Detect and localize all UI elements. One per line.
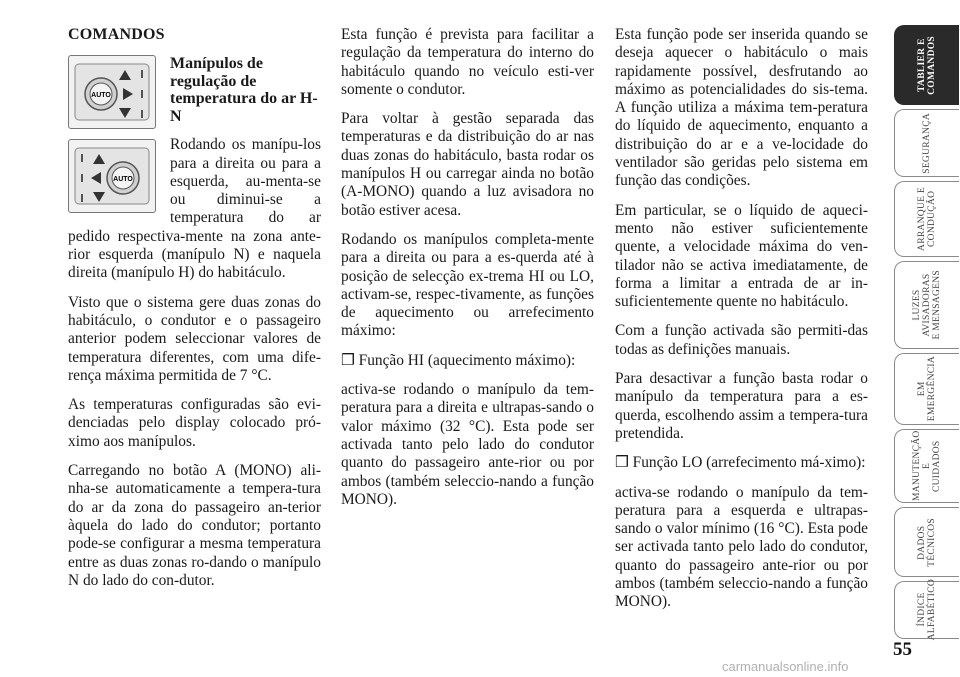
control-panel-figure-2 <box>68 139 156 213</box>
watermark: carmanualsonline.info <box>722 659 849 674</box>
paragraph: Visto que o sistema gere duas zonas do habitáculo, o condutor e o passageiro anterior podem seleccionar valores de temperatura diferentes, com uma dife-rença máxima permitida de 7 °C. <box>68 293 321 384</box>
paragraph: Carregando no botão A (MONO) ali-nha-se automaticamente a tempera-tura do ar da zona do passageiro an-terior àquela do lado do condutor; portanto pode-se configurar a mesma temperatura entre as duas zonas ro-dando o manípulo N do lado do con-dutor. <box>68 462 321 589</box>
auto-label-1: AUTO <box>91 92 111 100</box>
tab-arranque-conducao[interactable] <box>894 181 959 257</box>
paragraph: Em particular, se o líquido de aqueci-mento não estiver suficientemente quente, a velocidade máxima do ven-tilador não se activa imediatamente, de forma a limitar a entrada de ar in-suficientemente quente no habitáculo. <box>615 201 868 311</box>
figures <box>68 55 160 223</box>
paragraph: As temperaturas configuradas são evi-denciadas pelo display colocado pró-ximo aos manípulos. <box>68 396 321 450</box>
tab-label: DADOS TÉCNICOS <box>917 517 937 567</box>
control-panel-figure-1 <box>68 55 156 129</box>
tab-tablier-comandos[interactable] <box>894 25 959 105</box>
paragraph: activa-se rodando o manípulo da tem-peratura para a esquerda e ultrapas-sando o valor mínimo (16 °C). Esta pode ser activada tanto pelo lado do condutor, quanto do passageiro ante-rior ou por ambos (também seleccio-nando a função MONO). <box>615 483 868 611</box>
column-1 <box>68 26 321 601</box>
control-panel-1-drawing <box>69 56 155 128</box>
tab-seguranca[interactable] <box>894 109 959 177</box>
bullet-item: ❒ Função LO (arrefecimento má-ximo): <box>615 454 866 472</box>
column-2 <box>341 26 594 520</box>
paragraph: Para voltar à gestão separada das temperaturas e da distribuição do ar nas duas zonas do habitáculo, basta rodar os manípulos H ou carregar ainda no botão (A-MONO) quando a luz avisadora no botão estiver acesa. <box>341 110 594 219</box>
tab-label: MANUTENÇÃO E CUIDADOS <box>912 430 942 502</box>
subheading: Manípulos de regulação de temperatura do ar H-N <box>170 55 318 125</box>
paragraph: activa-se rodando o manípulo da tem-peratura para a direita e ultrapas-sando o valor máximo (32 °C). Esta pode ser activada tanto pelo lado do condutor quanto do passageiro ante-rior ou por ambos (também seleccio-nando a função MONO). <box>341 381 594 508</box>
paragraph: Para desactivar a função basta rodar o manípulo da temperatura para a es-querda, escolhendo assim a tempera-tura pretendida. <box>615 370 868 442</box>
paragraph: Rodando os manípulos completa-mente para a direita ou para a es-querda até à posição de selecção ex-trema HI ou LO, activam-se, respec-tivamente, as funções de aquecimento ou arrefecimento máximo: <box>341 230 594 340</box>
control-panel-2-drawing <box>69 140 155 212</box>
column-3 <box>615 26 868 623</box>
section-heading: COMANDOS <box>68 26 165 43</box>
bullet-item: ❒ Função HI (aquecimento máximo): <box>341 351 576 369</box>
tab-indice-alfabetico[interactable] <box>894 581 959 639</box>
tab-label: LUZES AVISADORAS E MENSAGENS <box>912 270 942 340</box>
paragraph: Esta função pode ser inserida quando se deseja aquecer o habitáculo o mais rapidamente possível, desfrutando ao máximo as potencialidades do sis-tema. A função utiliza a máxima tem-peratura do líquido de aquecimento, enquanto a distribuição do ar e a ve-locidade do ventilador são geridas pelo sistema em função das condições. <box>615 26 868 190</box>
tab-em-emergencia[interactable] <box>894 353 959 425</box>
auto-label-2: AUTO <box>113 176 133 184</box>
paragraph: Com a função activada são permiti-das todas as definições manuais. <box>615 322 868 358</box>
paragraph: Esta função é prevista para facilitar a regulação da temperatura do interno do habitáculo quando no veículo esti-ver somente o condutor. <box>341 26 594 98</box>
page-number: 55 <box>893 639 912 660</box>
paragraph: Rodando os manípu-los para a direita ou para a esquerda, au-menta-se ou diminui-se a temperatura do ar pedido respectiva-mente na zona ante-rior esquerda (manípulo N) e naquela direita (manípulo H) do habitáculo. <box>68 136 321 282</box>
section-tabs <box>894 25 960 641</box>
tab-label: ARRANQUE E CONDUÇÃO <box>917 187 937 251</box>
tab-label: TABLIER E COMANDOS <box>917 35 937 95</box>
tab-label: EM EMERGÊNCIA <box>917 356 937 422</box>
tab-label: SEGURANÇA <box>922 112 932 174</box>
tab-label: ÍNDICE ALFABÉTICO <box>917 579 937 641</box>
tab-luzes-avisadoras[interactable] <box>894 261 959 349</box>
tab-dados-tecnicos[interactable] <box>894 507 959 577</box>
tab-manutencao-cuidados[interactable] <box>894 429 959 503</box>
